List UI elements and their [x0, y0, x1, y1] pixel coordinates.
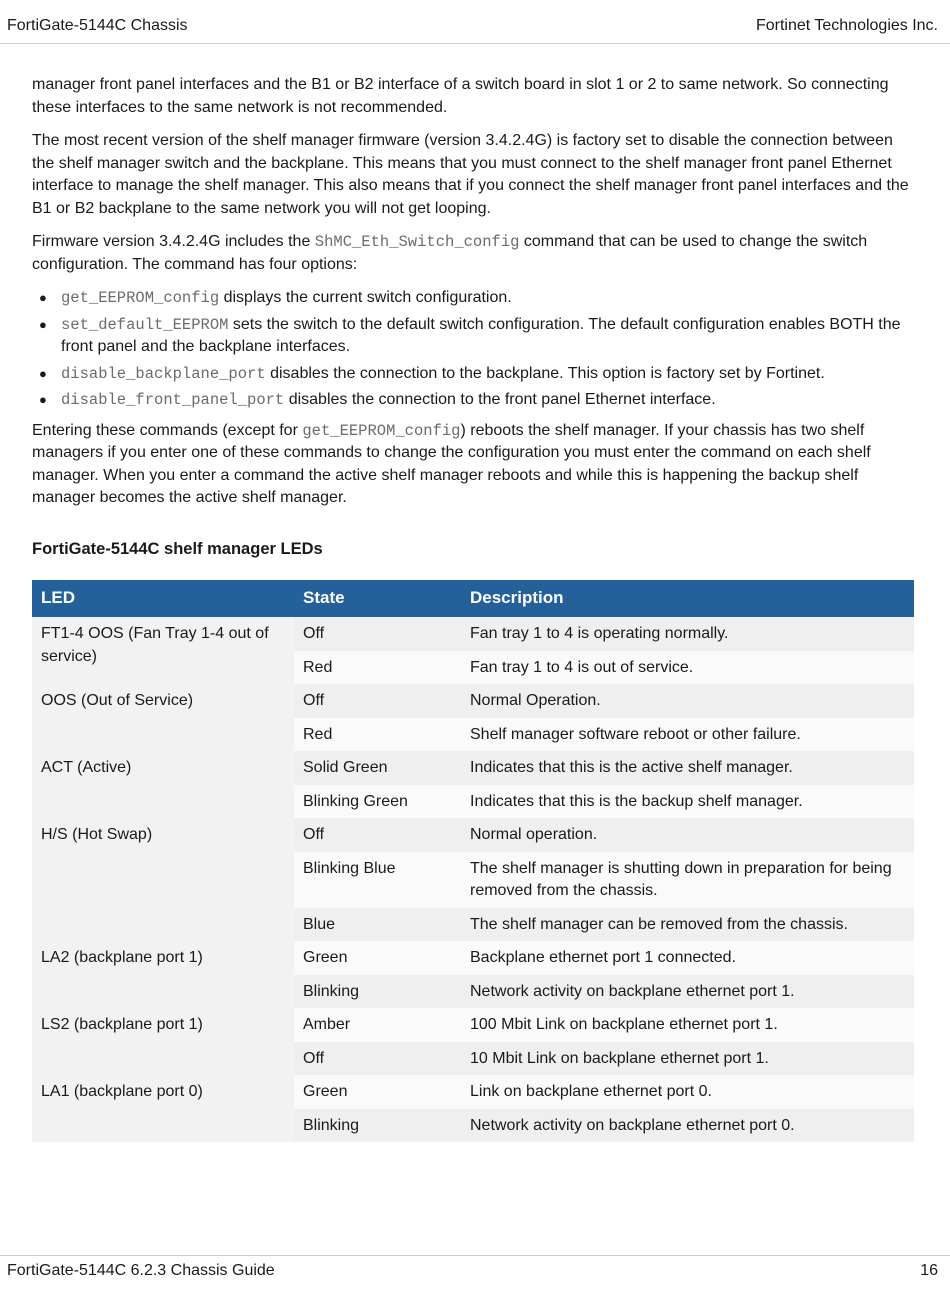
description-cell: Backplane ethernet port 1 connected. — [461, 941, 914, 975]
bullet-icon: ● — [39, 290, 47, 305]
description-cell: Link on backplane ethernet port 0. — [461, 1075, 914, 1109]
option-text: disables the connection to the front panel Ethernet interface. — [284, 391, 716, 408]
command-options-list — [32, 287, 914, 412]
command-name: ShMC_Eth_Switch_config — [314, 233, 520, 251]
state-cell: Off — [294, 818, 461, 852]
paragraph-2: The most recent version of the shelf manager firmware (version 3.4.2.4G) is factory set to disable the connection between the shelf manager switch and the backplane. This means that you must connect to the shelf manager front panel Ethernet interface to manage the shelf manager. This also means that if you connect the shelf manager front panel interfaces and the B1 or B2 backplane to the same network you will not get looping. — [32, 132, 909, 217]
state-cell: Red — [294, 651, 461, 685]
table-row — [32, 941, 914, 975]
option-code: get_EEPROM_config — [61, 289, 220, 307]
description-cell: Network activity on backplane ethernet port 0. — [461, 1109, 914, 1143]
option-text: sets the switch to the default switch configuration. The default configuration enables BOTH the front panel and the backplane interfaces. — [61, 315, 901, 355]
command-option: get_EEPROM_config — [302, 421, 461, 440]
footer-guide-title: FortiGate-5144C 6.2.3 Chassis Guide — [7, 1262, 275, 1279]
list-item — [39, 287, 914, 310]
page-content — [32, 74, 914, 1142]
table-row — [32, 1075, 914, 1109]
description-cell: Normal operation. — [461, 818, 914, 852]
page-footer — [0, 1255, 950, 1294]
description-cell: Normal Operation. — [461, 684, 914, 718]
description-cell: Network activity on backplane ethernet port 1. — [461, 975, 914, 1009]
header-doc-title: FortiGate-5144C Chassis — [7, 17, 188, 34]
led-name-cell: LA1 (backplane port 0) — [32, 1075, 294, 1142]
description-cell: Shelf manager software reboot or other failure. — [461, 718, 914, 752]
description-cell: Fan tray 1 to 4 is out of service. — [461, 651, 914, 685]
header-company: Fortinet Technologies Inc. — [755, 17, 938, 34]
column-header-state: State — [294, 580, 461, 617]
description-cell: Fan tray 1 to 4 is operating normally. — [461, 617, 914, 651]
state-cell: Green — [294, 941, 461, 975]
paragraph-4-pre: Entering these commands (except for — [32, 421, 303, 439]
table-header-row — [32, 580, 914, 617]
state-cell: Off — [294, 1042, 461, 1076]
option-code: disable_backplane_port — [61, 364, 266, 383]
section-title: FortiGate-5144C shelf manager LEDs — [32, 539, 323, 558]
paragraph-3-post: command that can be used to change the switch configuration. The command has four options: — [32, 233, 868, 273]
led-name-cell: LA2 (backplane port 1) — [32, 941, 294, 1008]
option-text: disables the connection to the backplane. This option is factory set by Fortinet. — [265, 364, 825, 382]
state-cell: Blinking Green — [294, 785, 461, 819]
table-row — [32, 818, 914, 852]
list-item — [39, 314, 914, 359]
bullet-icon: ● — [39, 365, 47, 381]
bullet-icon: ● — [39, 316, 47, 332]
led-name-cell: OOS (Out of Service) — [32, 684, 294, 751]
paragraph-4 — [32, 420, 914, 510]
state-cell: Blinking Blue — [294, 852, 461, 908]
description-cell: Indicates that this is the active shelf manager. — [461, 751, 914, 785]
bullet-icon: ● — [39, 392, 47, 407]
paragraph-4-post: ) reboots the shelf manager. If your chassis has two shelf managers if you enter one of these commands to change the configuration you must enter the command on each shelf manager. When you enter a command the active shelf manager reboots and while this is happening the backup shelf manager becomes the active shelf manager. — [32, 421, 871, 506]
description-cell: The shelf manager can be removed from the chassis. — [461, 908, 914, 942]
led-name-cell: FT1-4 OOS (Fan Tray 1-4 out of service) — [32, 617, 294, 684]
state-cell: Blinking — [294, 1109, 461, 1143]
state-cell: Blue — [294, 908, 461, 942]
description-cell: Indicates that this is the backup shelf manager. — [461, 785, 914, 819]
led-name-cell: ACT (Active) — [32, 751, 294, 818]
option-text: displays the current switch configuration. — [219, 289, 512, 306]
state-cell: Blinking — [294, 975, 461, 1009]
table-row — [32, 617, 914, 651]
page-number: 16 — [920, 1262, 938, 1279]
column-header-led: LED — [32, 580, 294, 617]
table-row — [32, 751, 914, 785]
description-cell: The shelf manager is shutting down in preparation for being removed from the chassis. — [461, 852, 914, 908]
table-row — [32, 684, 914, 718]
paragraph-3-pre: Firmware version 3.4.2.4G includes the — [32, 233, 315, 250]
state-cell: Green — [294, 1075, 461, 1109]
option-code: set_default_EEPROM — [61, 315, 229, 334]
state-cell: Off — [294, 617, 461, 651]
led-name-cell: H/S (Hot Swap) — [32, 818, 294, 941]
list-item — [39, 363, 914, 386]
led-name-cell: LS2 (backplane port 1) — [32, 1008, 294, 1075]
state-cell: Solid Green — [294, 751, 461, 785]
option-code: disable_front_panel_port — [61, 391, 285, 409]
state-cell: Off — [294, 684, 461, 718]
paragraph-3 — [32, 231, 914, 276]
description-cell: 10 Mbit Link on backplane ethernet port 1. — [461, 1042, 914, 1076]
column-header-description: Description — [461, 580, 914, 617]
state-cell: Amber — [294, 1008, 461, 1042]
page-header — [0, 0, 950, 44]
description-cell: 100 Mbit Link on backplane ethernet port 1. — [461, 1008, 914, 1042]
paragraph-1: manager front panel interfaces and the B1 or B2 interface of a switch board in slot 1 or 2 to same network. So connecting these interfaces to the same network is not recommended. — [32, 76, 889, 116]
table-row — [32, 1008, 914, 1042]
led-table — [32, 580, 914, 1142]
list-item — [39, 389, 914, 412]
state-cell: Red — [294, 718, 461, 752]
